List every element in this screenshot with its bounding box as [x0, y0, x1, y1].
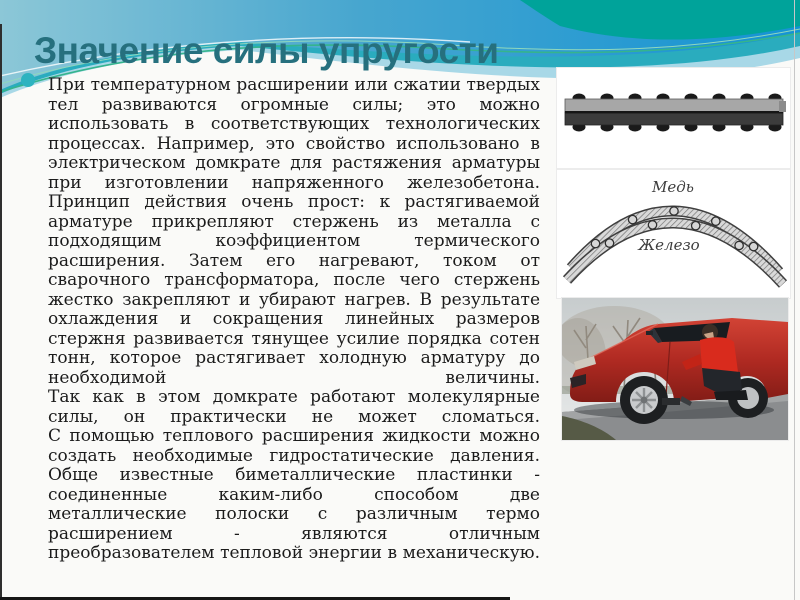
slide-right-border [794, 0, 795, 600]
bimetallic-strip-diagram [557, 170, 790, 298]
body-paragraph-1: При температурном расширении или сжатии твердых тел развиваются огромные силы; это можно использовать в соответствующих технологических процессах. Например, это свойство использовано в электрическом домкрате для растяжения арматуры при изготовлении напряженного железобетона. Принцип действия очень прост: к растягиваемой арматуре прикрепляют стержень из металла с подходящим коэффициентом термического расширения. Затем его нагревают, током от сварочного трансформатора, после чего стержень жестко закрепляют и убирают нагрев. В результате охлаждения и сокращения линейных размеров стержня развивается тянущее усилие порядка сотен тонн, которое растягивает холодную арматуру до необходимой величины. [48, 75, 540, 388]
copper-label: Медь [652, 178, 694, 196]
body-paragraph-2: Так как в этом домкрате работают молекулярные силы, он практически не может сломаться. [48, 387, 540, 427]
slide-title: Значение силы упругости [34, 30, 499, 71]
text-frame-left-border [0, 24, 2, 600]
slide-body-text [48, 76, 540, 564]
iron-label: Железо [638, 236, 700, 254]
bullet-marker-icon [21, 73, 35, 87]
body-paragraph-3: С помощью теплового расширения жидкости можно создать необходимые гидростатические давления. Обще известные биметаллические пластинки - соединенные каким-либо способом две металлические полоски с различным термо расширением - являются отличным преобразователем тепловой энергии в механическую. [48, 426, 540, 563]
car-jack-photo [562, 298, 788, 440]
bimetallic-rod-image [557, 68, 790, 168]
